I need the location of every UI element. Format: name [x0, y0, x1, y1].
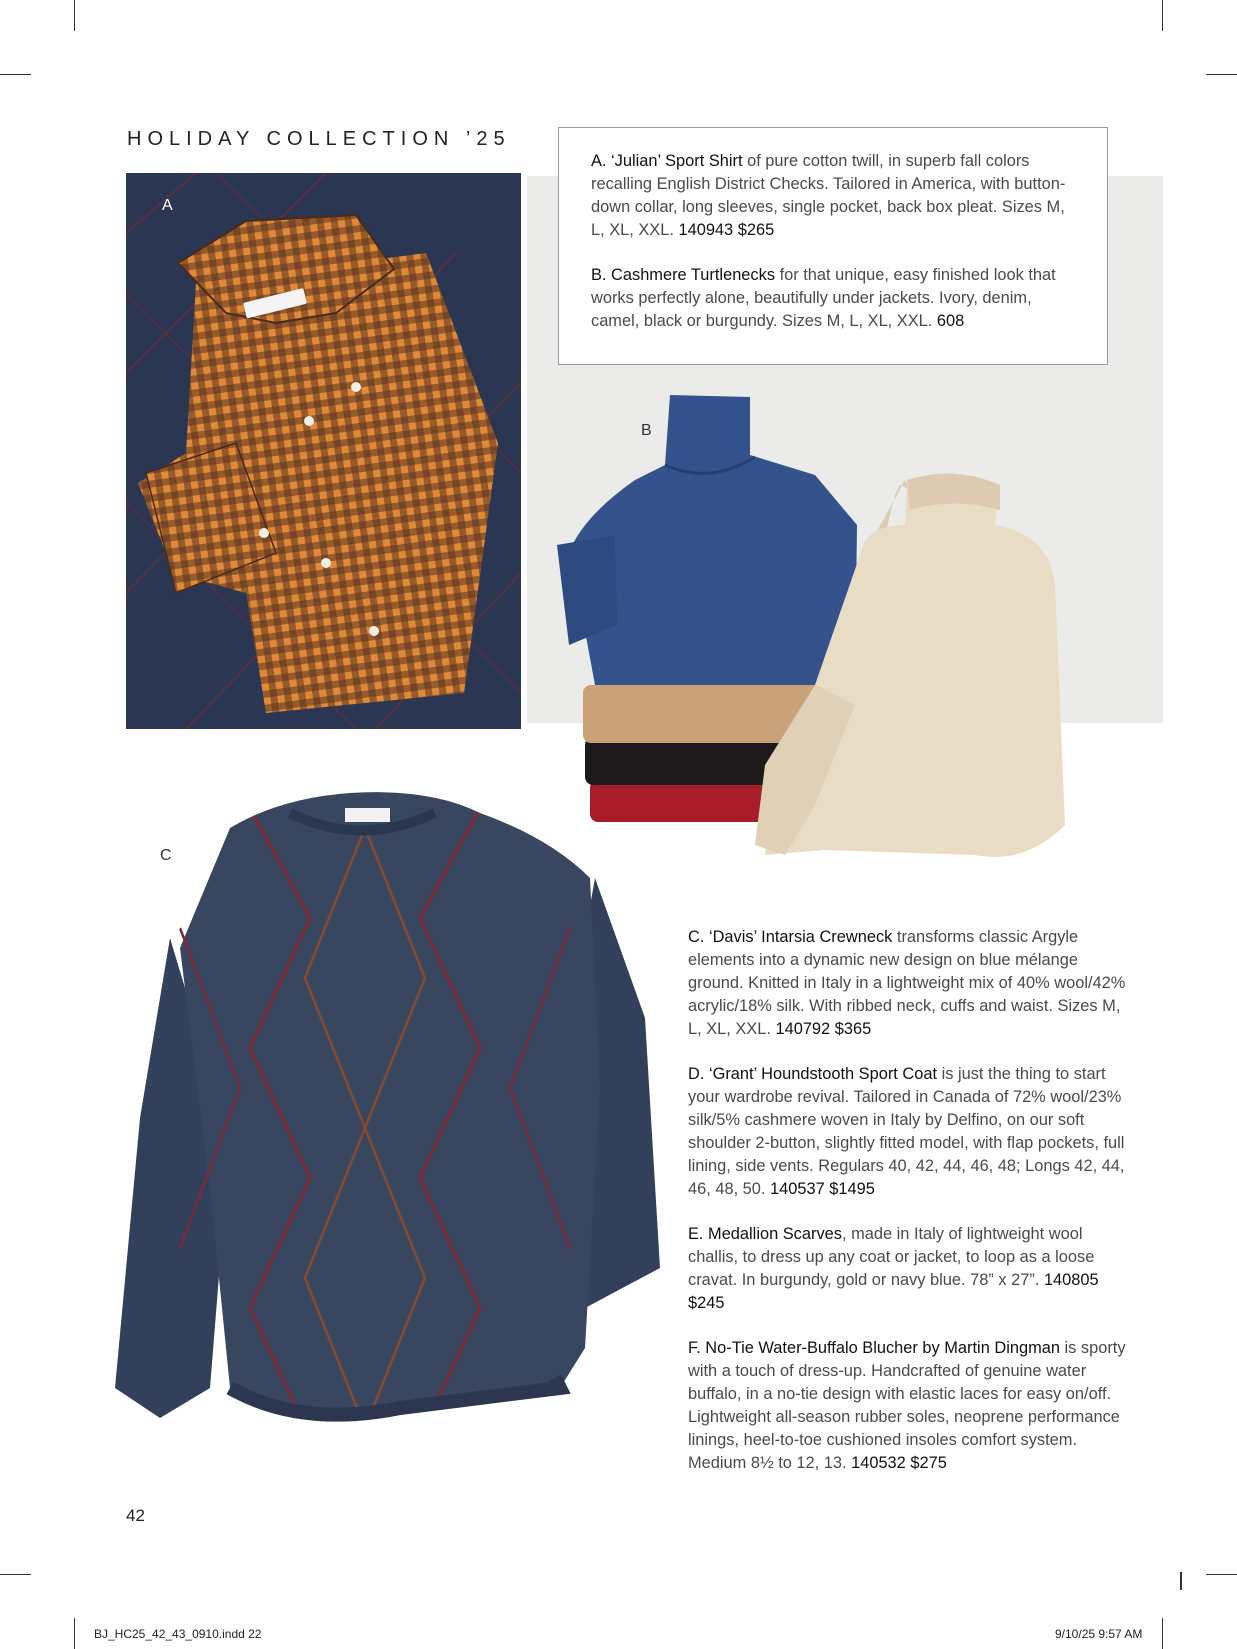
crop-mark: [0, 1574, 31, 1575]
crop-mark: [0, 74, 31, 75]
crop-mark: [1206, 74, 1237, 75]
product-description-e: [688, 1223, 1128, 1315]
product-price: 140532 $275: [851, 1454, 947, 1472]
slug-filename: BJ_HC25_42_43_0910.indd 22: [94, 1627, 262, 1641]
product-details: is sporty with a touch of dress-up. Handcrafted of genuine water buffalo, in a no-tie design with elastic laces for easy on/off. Lightweight all-season rubber soles, neoprene performance linings, heel-to-toe cushioned insoles comfort system. Medium 8½ to 12, 13.: [688, 1339, 1126, 1472]
product-description-c: [688, 926, 1128, 1041]
crop-mark: [74, 1618, 75, 1649]
description-box: [558, 127, 1108, 365]
product-price: 140792 $365: [775, 1020, 872, 1038]
product-name: C. ‘Davis’ Intarsia Crewneck: [688, 928, 893, 946]
page-number: 42: [126, 1506, 145, 1525]
product-price: 608: [936, 312, 965, 330]
product-details: transforms classic Argyle elements into a dynamic new design on blue mélange ground. Knitted in Italy in a lightweight mix of 40% wool/42% acrylic/18% silk. With ribbed neck, cuffs and waist. Sizes M, L, XL, XXL.: [688, 928, 1126, 1038]
product-name: D. ‘Grant’ Houndstooth Sport Coat: [688, 1065, 938, 1083]
product-description-a: [591, 150, 1075, 242]
photo-sport-shirt: [126, 173, 521, 729]
crop-mark: [1180, 1572, 1182, 1590]
product-description-b: [591, 264, 1075, 333]
crop-mark: [74, 0, 75, 31]
product-price: 140537 $1495: [770, 1180, 875, 1198]
slug-timestamp: 9/10/25 9:57 AM: [1055, 1627, 1143, 1641]
product-description-f: [688, 1337, 1128, 1475]
product-price: 140943 $265: [678, 221, 775, 239]
item-label-b: B: [641, 422, 652, 439]
item-label-c: C: [160, 847, 172, 864]
description-column: [688, 926, 1128, 1497]
product-name: A. ‘Julian’ Sport Shirt: [591, 152, 743, 170]
crop-mark: [1162, 1618, 1163, 1649]
photo-crewneck-sweater: [100, 788, 688, 1468]
product-description-d: [688, 1063, 1128, 1201]
product-details: is just the thing to start your wardrobe revival. Tailored in Canada of 72% wool/23% silk/5% cashmere woven in Italy by Delfino, on our soft shoulder 2-button, slightly fitted model, with flap pockets, full lining, side vents. Regulars 40, 42, 44, 46, 48; Longs 42, 44, 46, 48, 50.: [688, 1065, 1125, 1198]
product-details: for that unique, easy finished look that works perfectly alone, beautifully under jackets. Ivory, denim, camel, black or burgundy. Sizes M, L, XL, XXL.: [591, 266, 1056, 330]
product-name: B. Cashmere Turtlenecks: [591, 266, 776, 284]
product-name: F. No-Tie Water-Buffalo Blucher by Martin Dingman: [688, 1339, 1060, 1357]
product-details: , made in Italy of lightweight wool challis, to dress up any coat or jacket, to loop as a loose cravat. In burgundy, gold or navy blue. 78” x 27”.: [688, 1225, 1095, 1289]
product-price: 140805 $245: [688, 1271, 1099, 1312]
crop-mark: [1206, 1574, 1237, 1575]
page-title: HOLIDAY COLLECTION ’25: [127, 128, 511, 150]
crop-mark: [1162, 0, 1163, 31]
item-label-a: A: [162, 197, 173, 214]
product-name: E. Medallion Scarves: [688, 1225, 842, 1243]
product-details: of pure cotton twill, in superb fall colors recalling English District Checks. Tailored in America, with button-down collar, long sleeves, single pocket, back box pleat. Sizes M, L, XL, XXL.: [591, 152, 1066, 239]
